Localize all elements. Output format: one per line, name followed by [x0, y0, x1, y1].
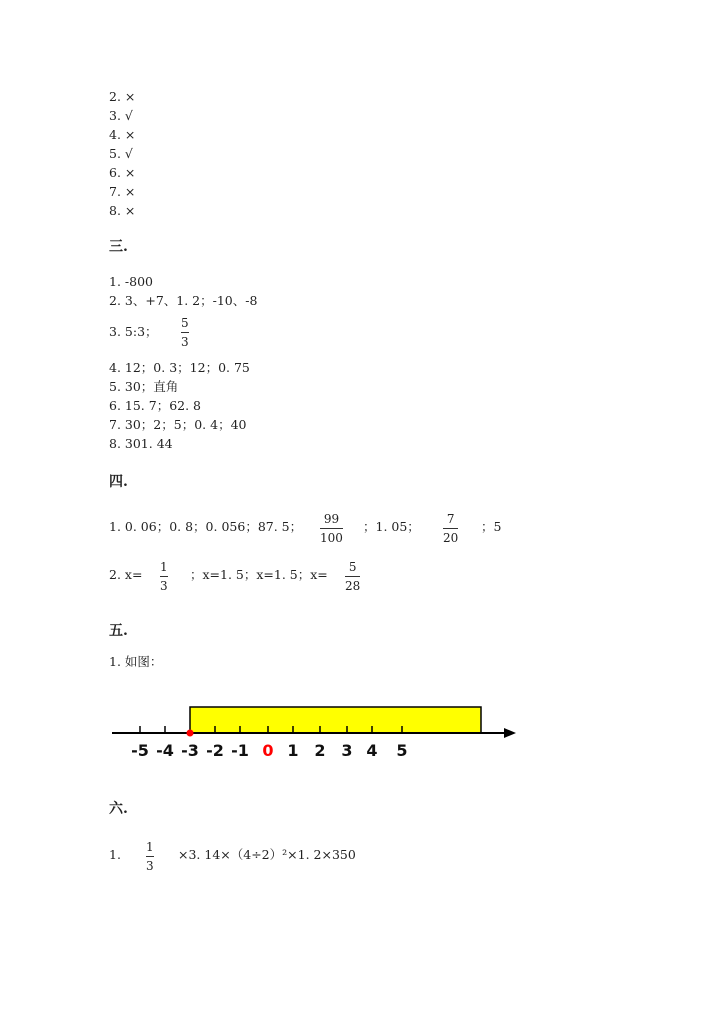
number-line-shaded-region	[190, 707, 481, 733]
number-line-arrow	[504, 728, 516, 738]
fraction-bar	[320, 528, 343, 529]
answer-line: 6. 15. 7；62. 8	[109, 398, 202, 413]
answer-text: 1. 0. 06；0. 8；0. 056；87. 5；	[109, 519, 303, 534]
fraction-denominator: 100	[320, 531, 343, 545]
answer-line: 3. √	[109, 108, 133, 123]
number-line-figure	[100, 700, 530, 770]
fraction-bar	[443, 528, 458, 529]
answer-line: 1. -800	[109, 274, 153, 289]
number-line-label: -2	[206, 741, 224, 760]
answer-line: 4. ×	[109, 127, 136, 142]
answer-text: ；1. 05；	[363, 519, 420, 534]
answer-line: 5. 30；直角	[109, 379, 179, 394]
number-line-label: 1	[287, 741, 299, 760]
fraction-denominator: 20	[443, 531, 459, 545]
number-line-endpoint	[187, 730, 194, 737]
fraction	[443, 512, 458, 545]
answer-line: 7. 30；2；5；0. 4；40	[109, 417, 247, 432]
answer-line: 8. ×	[109, 203, 136, 218]
answer-text: 1.	[109, 847, 121, 862]
fraction-denominator: 3	[181, 335, 189, 349]
answer-line: 5. √	[109, 146, 133, 161]
answer-text: ；5	[481, 519, 502, 534]
fraction	[160, 560, 168, 593]
fraction-numerator: 99	[323, 512, 340, 526]
answer-line: 2. 3、+7、1. 2；-10、-8	[109, 293, 258, 308]
fraction-bar	[146, 856, 154, 857]
answer-line: 6. ×	[109, 165, 136, 180]
fraction-numerator: 7	[446, 512, 455, 526]
number-line-label: -1	[231, 741, 249, 760]
answer-line: 2. ×	[109, 89, 136, 104]
number-line-label: 4	[366, 741, 378, 760]
number-line-label: 3	[341, 741, 353, 760]
fraction-numerator: 5	[181, 316, 189, 330]
section-heading-6: 六.	[109, 801, 128, 817]
answer-line: 1. 如图：	[109, 654, 163, 669]
section-heading-4: 四.	[109, 474, 128, 490]
number-line-label: -4	[156, 741, 174, 760]
answer-text: 2. x=	[109, 567, 143, 582]
answer-text: ；x=1. 5；x=1. 5；x=	[190, 567, 328, 582]
fraction	[345, 560, 360, 593]
fraction-numerator: 5	[348, 560, 357, 574]
section-heading-5: 五.	[109, 623, 128, 639]
fraction-denominator: 3	[146, 859, 154, 873]
number-line-label: 0	[262, 741, 274, 760]
fraction-denominator: 3	[160, 579, 168, 593]
fraction-denominator: 28	[345, 579, 361, 593]
fraction-bar	[160, 576, 168, 577]
number-line-label: 5	[396, 741, 408, 760]
number-line-label: 2	[314, 741, 326, 760]
answer-line: 8. 301. 44	[109, 436, 173, 451]
number-line-label: -3	[181, 741, 199, 760]
fraction-numerator: 1	[160, 560, 168, 574]
number-line-label: -5	[131, 741, 149, 760]
fraction	[181, 316, 189, 349]
answer-line: 3. 5:3；	[109, 324, 158, 339]
section-heading-3: 三.	[109, 239, 128, 255]
answer-line: 7. ×	[109, 184, 136, 199]
fraction	[146, 840, 154, 873]
answer-text: ×3. 14×（4÷2）²×1. 2×350	[178, 847, 356, 862]
fraction	[320, 512, 343, 545]
answer-line: 4. 12；0. 3；12；0. 75	[109, 360, 250, 375]
fraction-numerator: 1	[146, 840, 154, 854]
fraction-bar	[181, 332, 189, 333]
fraction-bar	[345, 576, 360, 577]
